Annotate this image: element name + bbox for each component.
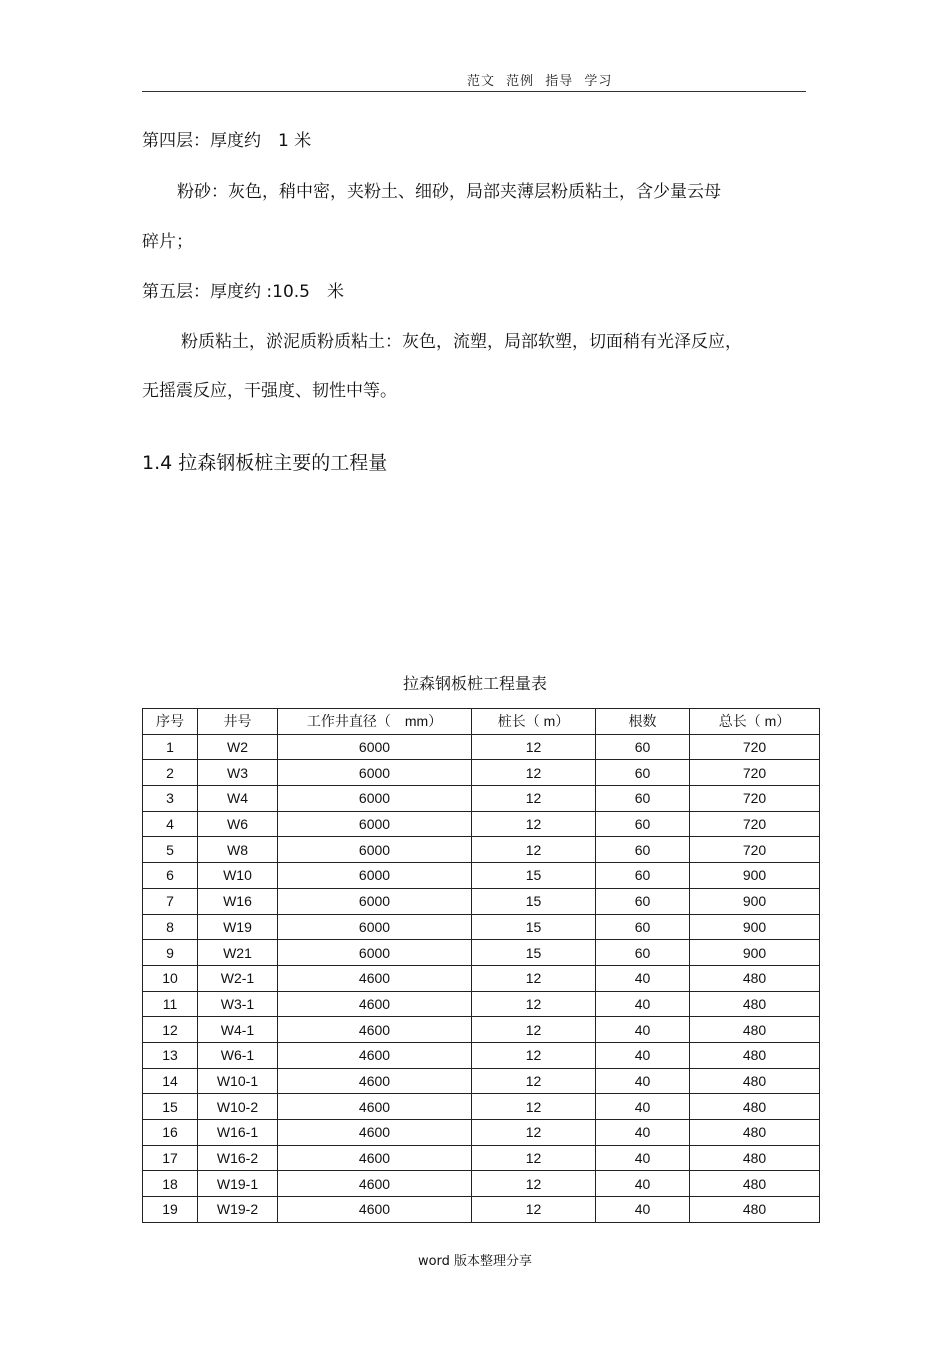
table-cell: 12	[472, 965, 596, 991]
table-cell: 40	[596, 1171, 690, 1197]
table-cell: 40	[596, 1120, 690, 1146]
layer5-description-cont: 无摇震反应，干强度、韧性中等。	[142, 381, 397, 401]
table-cell: 3	[143, 786, 198, 812]
table-cell: 12	[472, 837, 596, 863]
table-caption: 拉森钢板桩工程量表	[402, 674, 547, 693]
table-cell: 15	[472, 914, 596, 940]
table-cell: 5	[143, 837, 198, 863]
table-cell: 40	[596, 1068, 690, 1094]
table-header-cell: 序号	[143, 709, 198, 735]
table-cell: 12	[472, 1042, 596, 1068]
table-cell: 480	[690, 1145, 820, 1171]
table-cell: 60	[596, 888, 690, 914]
table-cell: 4600	[278, 1120, 472, 1146]
table-cell: W10	[198, 863, 278, 889]
table-cell: W16-1	[198, 1120, 278, 1146]
table-cell: 4600	[278, 1017, 472, 1043]
table-cell: 60	[596, 940, 690, 966]
table-cell: W2	[198, 734, 278, 760]
table-cell: 6000	[278, 940, 472, 966]
table-cell: 4600	[278, 1042, 472, 1068]
table-cell: 60	[596, 837, 690, 863]
table-cell: 12	[472, 1197, 596, 1223]
table-cell: W6	[198, 811, 278, 837]
table-cell: 480	[690, 1197, 820, 1223]
table-cell: 60	[596, 863, 690, 889]
table-row	[143, 1068, 820, 1094]
table-row	[143, 1197, 820, 1223]
table-cell: 4600	[278, 1171, 472, 1197]
table-row	[143, 1171, 820, 1197]
table-cell: W21	[198, 940, 278, 966]
table-cell: 7	[143, 888, 198, 914]
table-cell: 6	[143, 863, 198, 889]
table-cell: 480	[690, 1042, 820, 1068]
table-cell: 12	[143, 1017, 198, 1043]
table-row	[143, 811, 820, 837]
page-footer: word 版本整理分享	[417, 1254, 533, 1269]
table-cell: 4600	[278, 965, 472, 991]
table-cell: 16	[143, 1120, 198, 1146]
table-row	[143, 991, 820, 1017]
table-cell: 12	[472, 1120, 596, 1146]
layer4-description: 粉砂：灰色，稍中密，夹粉土、细砂，局部夹薄层粉质粘土，含少量云母	[177, 182, 721, 202]
table-cell: 480	[690, 1094, 820, 1120]
section-title: 1.4 拉森钢板桩主要的工程量	[142, 452, 388, 474]
table-cell: 60	[596, 734, 690, 760]
layer4-heading: 第四层：厚度约 1 米	[142, 131, 312, 151]
table-cell: 1	[143, 734, 198, 760]
table-cell: 11	[143, 991, 198, 1017]
table-row	[143, 1120, 820, 1146]
table-cell: 4600	[278, 991, 472, 1017]
table-row	[143, 965, 820, 991]
table-cell: 480	[690, 1068, 820, 1094]
table-cell: 60	[596, 760, 690, 786]
table-cell: 40	[596, 991, 690, 1017]
table-cell: 9	[143, 940, 198, 966]
table-cell: 10	[143, 965, 198, 991]
table-row	[143, 914, 820, 940]
table-cell: 12	[472, 734, 596, 760]
table-cell: 480	[690, 1017, 820, 1043]
header-divider	[142, 91, 806, 92]
table-cell: 12	[472, 1171, 596, 1197]
table-row	[143, 837, 820, 863]
table-header-cell: 桩长（ m）	[472, 709, 596, 735]
table-cell: 720	[690, 734, 820, 760]
table-header-cell: 井号	[198, 709, 278, 735]
table-row	[143, 1094, 820, 1120]
table-header-cell: 工作井直径（ mm）	[278, 709, 472, 735]
table-cell: 12	[472, 1094, 596, 1120]
table-cell: 12	[472, 991, 596, 1017]
table-cell: 12	[472, 760, 596, 786]
table-cell: 4600	[278, 1197, 472, 1223]
table-cell: 720	[690, 837, 820, 863]
table-cell: 4600	[278, 1068, 472, 1094]
table-row	[143, 1017, 820, 1043]
table-cell: W4-1	[198, 1017, 278, 1043]
table-cell: 6000	[278, 914, 472, 940]
table-cell: 6000	[278, 837, 472, 863]
table-cell: 6000	[278, 888, 472, 914]
layer5-description: 粉质粘土，淤泥质粉质粘土：灰色，流塑，局部软塑，切面稍有光泽反应，	[181, 332, 742, 352]
table-cell: 6000	[278, 786, 472, 812]
table-cell: W2-1	[198, 965, 278, 991]
table-cell: 60	[596, 811, 690, 837]
table-cell: 480	[690, 1120, 820, 1146]
table-row	[143, 760, 820, 786]
table-cell: 6000	[278, 811, 472, 837]
layer4-description-cont: 碎片；	[142, 232, 193, 252]
table-cell: W10-2	[198, 1094, 278, 1120]
table-cell: 6000	[278, 863, 472, 889]
table-cell: W19-1	[198, 1171, 278, 1197]
page-header: 范文 范例 指导 学习	[467, 74, 613, 89]
table-cell: W16-2	[198, 1145, 278, 1171]
table-header-row	[143, 709, 820, 735]
table-cell: W6-1	[198, 1042, 278, 1068]
table-cell: 18	[143, 1171, 198, 1197]
table-cell: W16	[198, 888, 278, 914]
table-row	[143, 940, 820, 966]
table-cell: 480	[690, 1171, 820, 1197]
table-cell: 480	[690, 991, 820, 1017]
table-cell: 12	[472, 811, 596, 837]
table-cell: 12	[472, 1017, 596, 1043]
layer5-heading: 第五层：厚度约 :10.5 米	[142, 282, 344, 302]
table-cell: 900	[690, 914, 820, 940]
table-row	[143, 888, 820, 914]
table-cell: 900	[690, 888, 820, 914]
table-cell: 40	[596, 1145, 690, 1171]
table-cell: W4	[198, 786, 278, 812]
table-cell: W3-1	[198, 991, 278, 1017]
table-cell: 40	[596, 1017, 690, 1043]
table-cell: 12	[472, 786, 596, 812]
table-cell: 720	[690, 760, 820, 786]
table-cell: 4600	[278, 1094, 472, 1120]
table-cell: 720	[690, 786, 820, 812]
table-cell: W8	[198, 837, 278, 863]
table-cell: 6000	[278, 734, 472, 760]
table-cell: 40	[596, 1197, 690, 1223]
table-cell: 900	[690, 863, 820, 889]
table-row	[143, 863, 820, 889]
table-cell: 14	[143, 1068, 198, 1094]
table-cell: W19	[198, 914, 278, 940]
quantity-table	[142, 708, 820, 1223]
table-cell: 6000	[278, 760, 472, 786]
table-cell: 15	[472, 940, 596, 966]
table-body	[143, 734, 820, 1222]
table-cell: 480	[690, 965, 820, 991]
table-header-cell: 根数	[596, 709, 690, 735]
table-row	[143, 734, 820, 760]
table-cell: 15	[143, 1094, 198, 1120]
table-cell: W10-1	[198, 1068, 278, 1094]
table-cell: 8	[143, 914, 198, 940]
table-cell: 60	[596, 786, 690, 812]
table-cell: W3	[198, 760, 278, 786]
table-cell: 13	[143, 1042, 198, 1068]
table-cell: 900	[690, 940, 820, 966]
table-cell: 60	[596, 914, 690, 940]
table-cell: 40	[596, 1042, 690, 1068]
table-cell: 2	[143, 760, 198, 786]
table-cell: 17	[143, 1145, 198, 1171]
table-row	[143, 786, 820, 812]
table-cell: 4600	[278, 1145, 472, 1171]
table-cell: 4	[143, 811, 198, 837]
table-row	[143, 1145, 820, 1171]
table-cell: 15	[472, 888, 596, 914]
table-cell: 12	[472, 1145, 596, 1171]
table-cell: 720	[690, 811, 820, 837]
table-row	[143, 1042, 820, 1068]
table-header-cell: 总长（ m）	[690, 709, 820, 735]
table-cell: 12	[472, 1068, 596, 1094]
table-cell: 19	[143, 1197, 198, 1223]
table-cell: 15	[472, 863, 596, 889]
table-cell: 40	[596, 965, 690, 991]
table-cell: 40	[596, 1094, 690, 1120]
table-cell: W19-2	[198, 1197, 278, 1223]
